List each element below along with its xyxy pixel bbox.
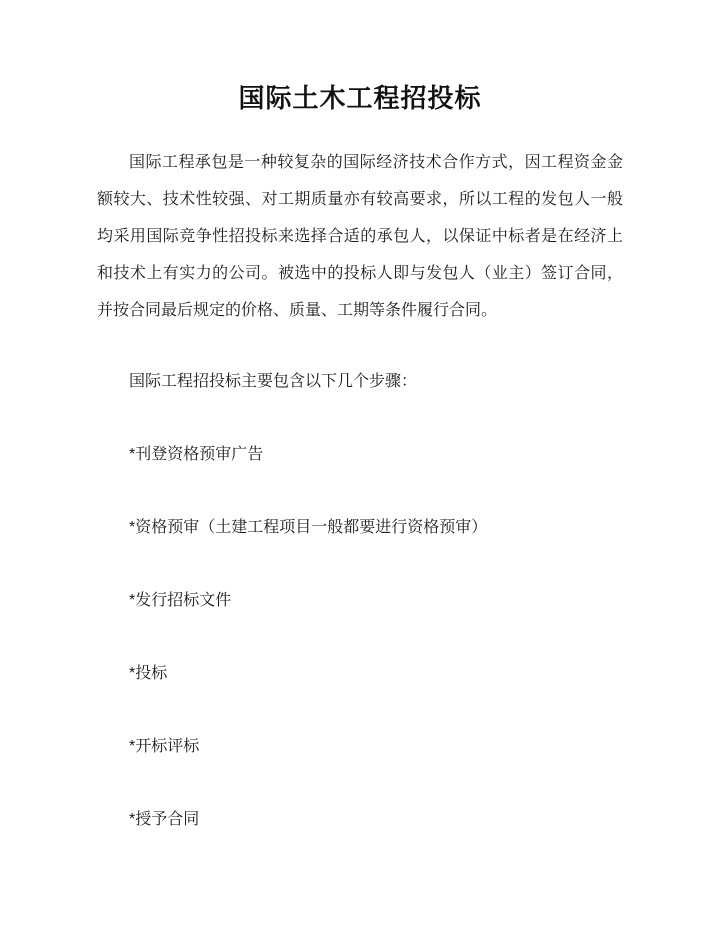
step-item-prequalification: *资格预审（土建工程项目一般都要进行资格预审）: [129, 519, 488, 536]
step-item-bidding: *投标: [129, 665, 168, 682]
step-item-publish-prequalification-ad: *刊登资格预审广告: [129, 446, 264, 463]
intro-paragraph: 国际工程承包是一种较复杂的国际经济技术合作方式，因工程资金金额较大、技术性较强、对工期质量亦有较高要求，所以工程的发包人一般均采用国际竞争性招投标来选择合适的承包人，以保证中标者是在经济上和技术上有实力的公司。被选中的投标人即与发包人（业主）签订合同，并按合同最后规定的价格、质量、工期等条件履行合同。: [97, 154, 623, 319]
step-item-award-contract: *授予合同: [129, 811, 200, 828]
step-item-issue-bidding-documents: *发行招标文件: [129, 592, 232, 609]
document-title: 国际土木工程招投标: [238, 83, 482, 113]
step-item-open-and-evaluate-bids: *开标评标: [129, 738, 200, 755]
steps-intro-paragraph: 国际工程招投标主要包含以下几个步骤：: [129, 373, 418, 390]
